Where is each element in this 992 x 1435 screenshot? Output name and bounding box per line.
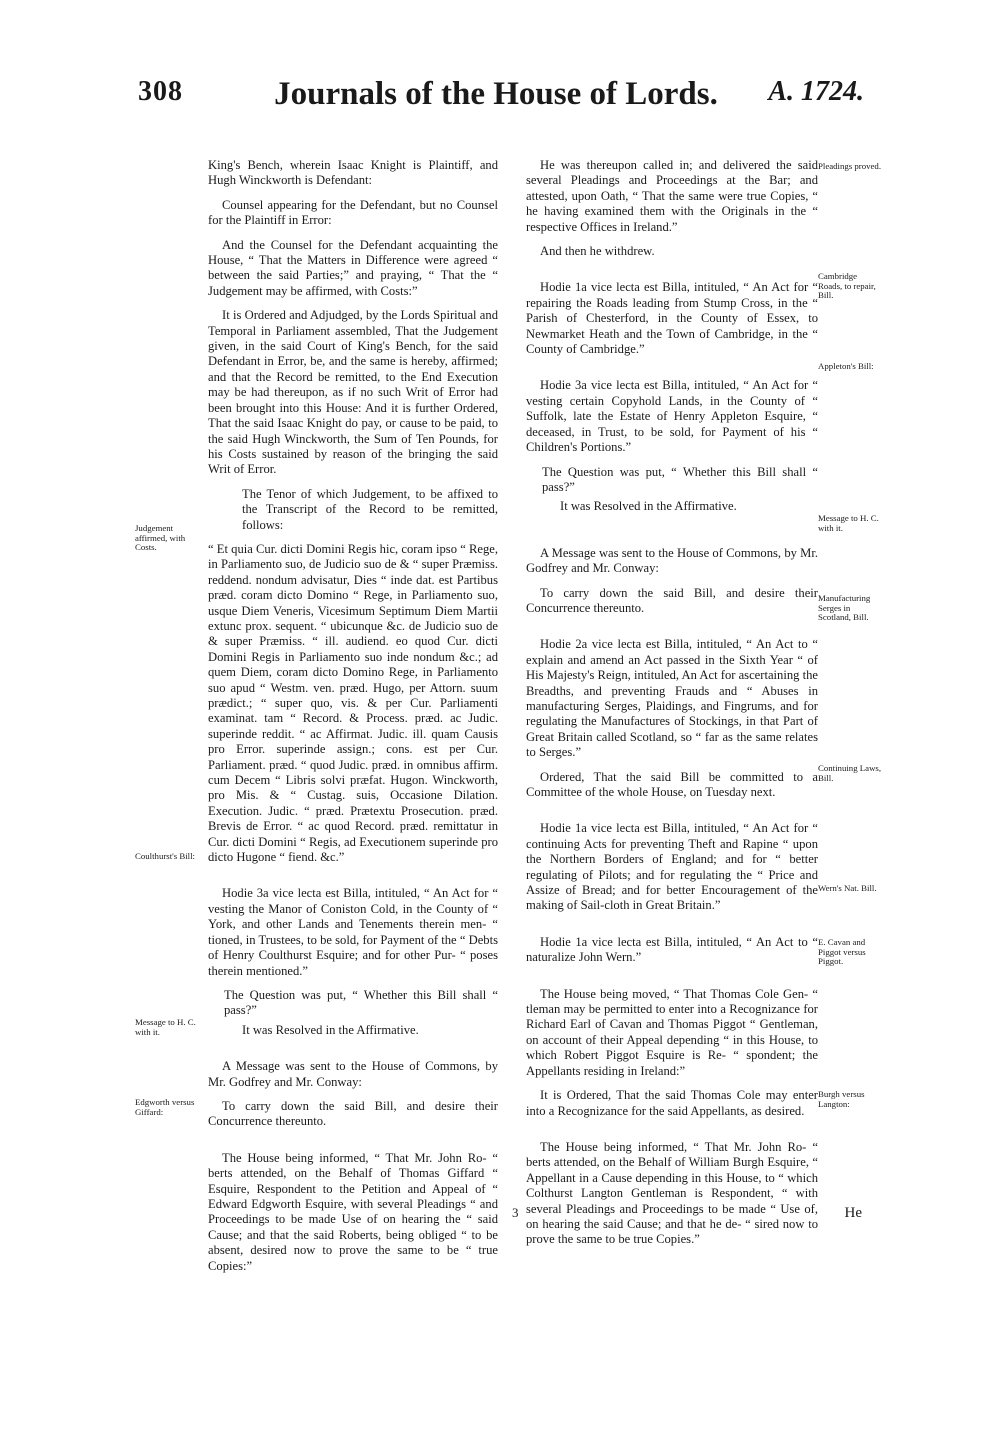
edgworth-paragraph: The House being informed, “ That Mr. John Ro- “ berts attended, on the Behalf of Thomas Giffard “ Esquire, Respondent to the Petition and Appeal of “ Edward Edgworth Esquire, with several Pleadings “ and Proceedings to be made Use of on hearing the “ said Cause; and that the said Roberts, being obliged “ to be absent, desired now to prove the same to be “ true Copies:”	[208, 1150, 498, 1273]
margin-note-wern: Wern's Nat. Bill.	[818, 883, 877, 893]
signature-mark: 3	[512, 1205, 519, 1220]
catchword: He	[844, 1205, 862, 1221]
latin-judgement: “ Et quia Cur. dicti Domini Regis hic, coram ipso “ Rege, in Parliamento suo, de Judicio suo de & “ super Præmiss. reddend. nondum advisatur, Dies “ inde dat. est Partibus præd. coram dicto Domino “ Rege, in Parliamento suo, usque Diem Veneris, Vicesimum Septimum Diem Martii extunc prox. sequent. “ ubicunque &c. de Judicio suo de & super Præmiss. “ ill. audiend. eo quod Cur. dicti Domini Regis in Parliamento suo inde nondum &c.; ad quem Diem, coram dicto Domino Rege, in Parliamento suo apud “ Westm. ven. præd. Hugo, per Attorn. suum prædict.; “ super quo, vis. & per Cur. Parliamenti examinat. tam “ Record. & Process. præd. ac Judic. superinde reddit. “ ac Affirmat. Judic. ill. quam Causis pro Error. superinde assign.; cons. est per Cur. Parliament. præd. “ quod Judic. præd. in omnibus affirm. cum Decem “ Libris solvi præfat. Hugon. Winckworth, pro Mis. & “ Custag. suis, Occasione Dilation. Execution. Judic. “ præd. Prætextu Prosecution. præd. Brevis de Error. “ ac quod Record. præd. remittatur in Cur. dicti Domini “ Regis, ad Executionem superinde pro dicto Hugone “ fiend. &c.”	[208, 541, 498, 865]
running-title: Journals of the House of Lords.	[274, 76, 718, 112]
manufacture-bill-reading: Hodie 2a vice lecta est Billa, intituled, “ An Act to “ explain and amend an Act passed in the Sixth Year “ of His Majesty's Reign, intituled, An Act for ascertaining the Breadths, and preventing Frauds and “ Abuses in manufacturing Serges, Plaidings, and Fingrums, and for regulating the Manufactures of Stockings, in that Part of Great Britain called Scotland, so “ far as the same relates to Serges.”	[526, 637, 818, 760]
resolved-affirmative: It was Resolved in the Affirmative.	[242, 1022, 419, 1037]
paragraph: King's Bench, wherein Isaac Knight is Plaintiff, and Hugh Winckworth is Defendant:	[208, 158, 498, 188]
margin-note-cambridge: Cambridge Roads, to repair, Bill.	[818, 271, 876, 301]
margin-note-message: Message to H. C. with it.	[818, 513, 879, 533]
margin-note-burgh: Burgh versus Langton:	[818, 1089, 865, 1109]
margin-note-appleton: Appleton's Bill:	[818, 361, 874, 371]
margin-note-message: Message to H. C. with it.	[135, 1017, 196, 1037]
paragraph: And the Counsel for the Defendant acquainting the House, “ That the Matters in Difference were agreed “ between the said Parties;” and praying, “ That the “ Judgement may be affirmed, with Costs:”	[208, 237, 498, 298]
margin-note-judgement: Judgement affirmed, with Costs.	[135, 523, 186, 553]
page-number: 308	[138, 76, 183, 107]
right-column	[526, 158, 818, 1257]
paragraph: He was thereupon called in; and delivered the said several Pleadings and Proceedings at the Bar; and attested, upon Oath, “ That the same were true Copies, “ he having examined them with the Originals in the “ respective Offices in Ireland.”	[526, 158, 818, 234]
message-commons: A Message was sent to the House of Commons, by Mr. Godfrey and Mr. Conway:	[208, 1059, 498, 1089]
paragraph: It is Ordered and Adjudged, by the Lords Spiritual and Temporal in Parliament assembled, That the Judgement given, in the said Court of King's Bench, for the said Defendant in Error, be, and the same is hereby, affirmed; and that the Record be remitted, to the End Execution may be had thereupon, as if no such Writ of Error had been brought into this House: And it is further Ordered, That the said Isaac Knight do pay, or cause to be paid, to the said Hugh Winckworth, the Sum of Ten Pounds, for his Costs sustained by reason of the bringing the said Writ of Error.	[208, 308, 498, 477]
cole-order: It is Ordered, That the said Thomas Cole may enter into a Recognizance for the said Appellants, as desired.	[526, 1088, 818, 1118]
cavan-motion: The House being moved, “ That Thomas Cole Gen- “ tleman may be permitted to enter into a Recognizance for Richard Earl of Cavan and Thomas Piggot “ Gentleman, on account of their Appeal depending “ in this House, to which Robert Piggot Esquire is Re- “ spondent; the Appellants residing in Ireland:”	[526, 986, 818, 1078]
left-column	[208, 158, 498, 1283]
burgh-paragraph: The House being informed, “ That Mr. John Ro- “ berts attended, on the Behalf of William Burgh Esquire, “ Appellant in a Cause depending in this House, to “ which Colthurst Langton Gentleman is Respondent, “ with several Pleadings and Proceedings to be made “ Use of, on hearing the said Cause; and that he de- “ sired now to prove the same to be true Copies.”	[526, 1139, 818, 1247]
question-put: The Question was put, “ Whether this Bill shall “ pass?”	[542, 464, 818, 494]
margin-note-coulthurst: Coulthurst's Bill:	[135, 851, 195, 861]
paragraph: Counsel appearing for the Defendant, but no Counsel for the Plaintiff in Error:	[208, 197, 498, 228]
resolved-affirmative: It was Resolved in the Affirmative.	[560, 499, 737, 514]
year-heading: A. 1724.	[768, 76, 864, 107]
margin-note-pleadings: Pleadings proved.	[818, 161, 882, 171]
message-commons: A Message was sent to the House of Commons, by Mr. Godfrey and Mr. Conway:	[526, 545, 818, 576]
paragraph: And then he withdrew.	[540, 244, 655, 259]
coulthurst-bill-reading: Hodie 3a vice lecta est Billa, intituled, “ An Act for “ vesting the Manor of Coniston Cold, in the County of “ York, and other Lands and Tenements therein men- “ tioned, in Trustees, to be sold, for Payment of the “ Debts of Henry Coulthurst Esquire; and for other Pur- “ poses therein mentioned.”	[208, 886, 498, 978]
question-put: The Question was put, “ Whether this Bill shall “ pass?”	[224, 987, 498, 1018]
appleton-bill-reading: Hodie 3a vice lecta est Billa, intituled, “ An Act for “ vesting certain Copyhold Lands, in the County of “ Suffolk, late the Estate of Henry Appleton Esquire, “ deceased, in Trust, to be sold, for Payment of his “ Children's Portions.”	[526, 378, 818, 455]
carry-bill: To carry down the said Bill, and desire their Concurrence thereunto.	[208, 1098, 498, 1129]
margin-note-edgworth: Edgworth versus Giffard:	[135, 1097, 195, 1117]
carry-bill: To carry down the said Bill, and desire their Concurrence thereunto.	[526, 585, 818, 615]
cambridge-bill-reading: Hodie 1a vice lecta est Billa, intituled, “ An Act for “ repairing the Roads leading from Stump Cross, in the “ Parish of Chesterford, in the County of Essex, to Newmarket Heath and the Town of Cambridge, in the “ County of Cambridge.”	[526, 280, 818, 357]
margin-note-manufacture: Manufacturing Serges in Scotland, Bill.	[818, 593, 871, 623]
margin-note-continuing: Continuing Laws, Bill.	[818, 763, 882, 783]
margin-note-cavan: E. Cavan and Piggot versus Piggot.	[818, 937, 866, 967]
continuing-bill-reading: Hodie 1a vice lecta est Billa, intituled, “ An Act for “ continuing Acts for preventing Theft and Rapine “ upon the Northern Borders of England; and for “ better regulating of Pilots; and for regulating the “ Price and Assize of Bread; and for better Encouragement of the making of Sail-cloth in Great Britain.”	[526, 821, 818, 913]
tenor-paragraph: The Tenor of which Judgement, to be affixed to the Transcript of the Record to be remitted, follows:	[242, 486, 498, 532]
committee-order: Ordered, That the said Bill be committed to a Committee of the whole House, on Tuesday next.	[526, 769, 818, 799]
wern-bill-reading: Hodie 1a vice lecta est Billa, intituled, “ An Act to “ naturalize John Wern.”	[526, 934, 818, 965]
